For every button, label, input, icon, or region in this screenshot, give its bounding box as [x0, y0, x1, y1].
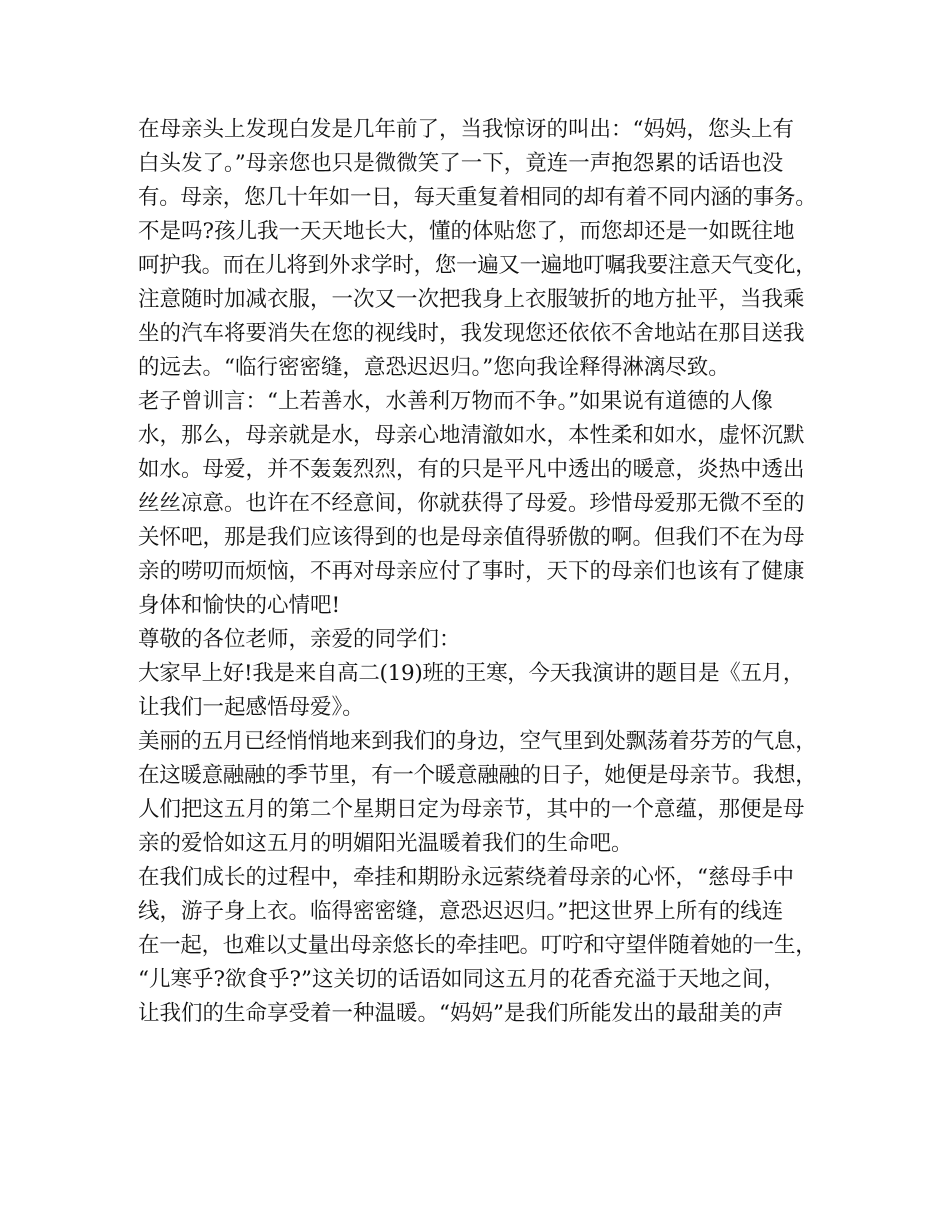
text-line: 在母亲头上发现白发是几年前了，当我惊讶的叫出：“妈妈，您头上有 [138, 117, 794, 142]
text-line: 大家早上好!我是来自高二(19)班的王寒，今天我演讲的题目是《五月， [138, 661, 805, 686]
text-line: “儿寒乎?欲食乎?”这关切的话语如同这五月的花香充溢于天地之间， [138, 967, 786, 992]
text-line: 让我们一起感悟母爱》。 [138, 695, 364, 720]
text-line: 老子曾训言：“上若善水，水善利万物而不争。”如果说有道德的人像 [138, 389, 773, 414]
text-line: 关怀吧，那是我们应该得到的也是母亲值得骄傲的啊。但我们不在为母 [138, 525, 805, 550]
text-line: 尊敬的各位老师，亲爱的同学们： [138, 627, 461, 652]
text-line: 人们把这五月的第二个星期日定为母亲节，其中的一个意蕴，那便是母 [138, 797, 805, 822]
text-line: 坐的汽车将要消失在您的视线时，我发现您还依依不舍地站在那目送我 [138, 321, 805, 346]
text-line: 白头发了。”母亲您也只是微微笑了一下，竟连一声抱怨累的话语也没 [138, 151, 784, 176]
text-line: 身体和愉快的心情吧! [138, 593, 341, 618]
text-line: 如水。母爱，并不轰轰烈烈，有的只是平凡中透出的暖意，炎热中透出 [138, 457, 805, 482]
text-line: 在一起，也难以丈量出母亲悠长的牵挂吧。叮咛和守望伴随着她的一生， [138, 933, 817, 958]
text-line: 让我们的生命享受着一种温暖。“妈妈”是我们所能发出的最甜美的声 [138, 1001, 784, 1026]
text-line: 不是吗?孩儿我一天天地长大，懂的体贴您了，而您却还是一如既往地 [138, 219, 795, 244]
document-body [138, 113, 828, 1031]
text-line: 水，那么，母亲就是水，母亲心地清澈如水，本性柔和如水，虚怀沉默 [138, 423, 805, 448]
text-line: 在我们成长的过程中，牵挂和期盼永远萦绕着母亲的心怀，“慈母手中 [138, 865, 794, 890]
text-line: 在这暖意融融的季节里，有一个暖意融融的日子，她便是母亲节。我想， [138, 763, 817, 788]
text-line: 有。母亲，您几十年如一日，每天重复着相同的却有着不同内涵的事务。 [138, 185, 817, 210]
text-line: 美丽的五月已经悄悄地来到我们的身边，空气里到处飘荡着芬芳的气息， [138, 729, 817, 754]
text-line: 亲的爱恰如这五月的明媚阳光温暖着我们的生命吧。 [138, 831, 633, 856]
text-line: 注意随时加减衣服，一次又一次把我身上衣服皱折的地方扯平，当我乘 [138, 287, 805, 312]
text-line: 的远去。“临行密密缝，意恐迟迟归。”您向我诠释得淋漓尽致。 [138, 355, 730, 380]
text-line: 线，游子身上衣。临得密密缝，意恐迟迟归。”把这世界上所有的线连 [138, 899, 784, 924]
text-line: 丝丝凉意。也许在不经意间，你就获得了母爱。珍惜母爱那无微不至的 [138, 491, 805, 516]
text-line: 呵护我。而在儿将到外求学时，您一遍又一遍地叮嘱我要注意天气变化， [138, 253, 817, 278]
text-line: 亲的唠叨而烦恼，不再对母亲应付了事时，天下的母亲们也该有了健康 [138, 559, 805, 584]
